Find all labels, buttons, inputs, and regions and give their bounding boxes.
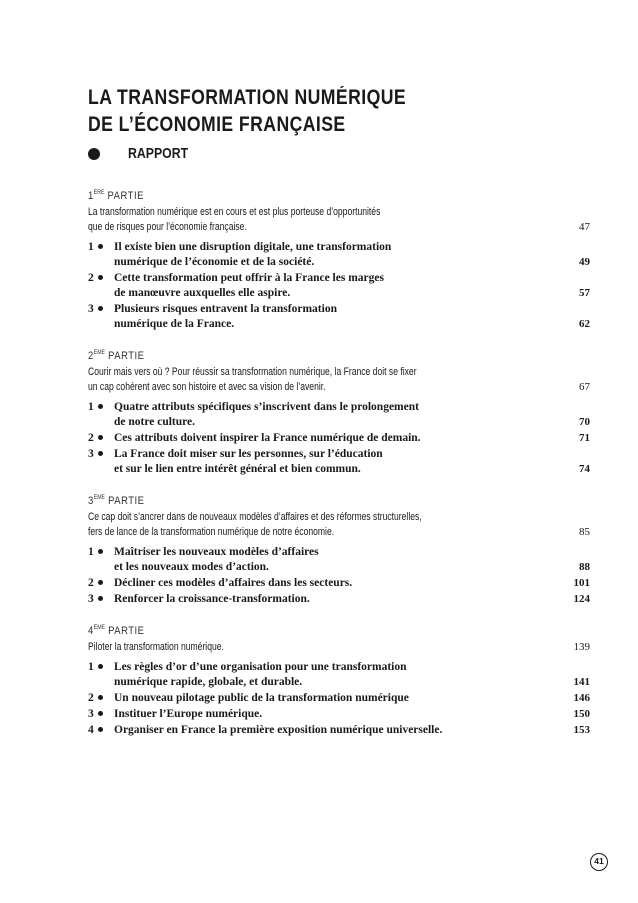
part-number: 4	[88, 625, 94, 637]
page-reference: 85	[579, 526, 590, 538]
chapter-number-text: 2	[88, 272, 94, 284]
part-intro-line	[88, 365, 508, 380]
part-ordinal-suffix: ÈME	[93, 625, 105, 631]
part-number: 2	[88, 350, 94, 362]
chapter-line	[114, 560, 590, 575]
chapter-title: Organiser en France la première exposition numérique universelle.	[114, 724, 443, 736]
subtitle: RAPPORT	[128, 145, 189, 162]
chapter-entry	[88, 691, 590, 706]
chapter-number	[88, 660, 103, 675]
chapter-number-text: 4	[88, 724, 94, 736]
part-word: PARTIE	[108, 625, 145, 637]
bullet-icon	[98, 244, 103, 249]
chapter-number-text: 2	[88, 692, 94, 704]
chapter-number	[88, 691, 103, 706]
chapter-line	[114, 707, 590, 722]
chapter-number	[88, 707, 103, 722]
chapter-number-text: 2	[88, 577, 94, 589]
chapter-number	[88, 400, 103, 415]
chapter-line	[114, 431, 590, 446]
chapter-title: Plusieurs risques entravent la transformation	[114, 303, 337, 315]
bullet-icon	[98, 549, 103, 554]
chapter-title: de notre culture.	[114, 416, 196, 428]
bullet-icon	[98, 695, 103, 700]
page-reference: 124	[573, 593, 590, 605]
chapter-number-text: 3	[88, 593, 94, 605]
chapter-entry	[88, 660, 590, 690]
page-reference: 101	[573, 577, 590, 589]
page-reference: 74	[579, 463, 590, 475]
title-line-2: DE L’ÉCONOMIE FRANÇAISE	[88, 113, 346, 136]
part-word: PARTIE	[107, 190, 144, 202]
bullet-icon	[98, 435, 103, 440]
chapter-line	[114, 415, 590, 430]
chapter-line	[114, 592, 590, 607]
part-intro-line	[88, 510, 508, 525]
bullet-icon	[98, 727, 103, 732]
chapter-number	[88, 576, 103, 591]
chapter-line	[114, 447, 508, 462]
chapter-number	[88, 240, 103, 255]
chapter-line	[114, 286, 590, 301]
title-line-1: LA TRANSFORMATION NUMÉRIQUE	[88, 86, 407, 109]
part-number: 3	[88, 495, 94, 507]
chapter-title: Maîtriser les nouveaux modèles d’affaires	[114, 546, 319, 558]
bullet-icon	[98, 664, 103, 669]
bullet-icon	[98, 580, 103, 585]
chapter-title: numérique rapide, globale, et durable.	[114, 676, 303, 688]
part-word: PARTIE	[108, 495, 145, 507]
part-intro-line	[88, 640, 590, 655]
part-label	[88, 621, 449, 638]
chapter-title: Instituer l’Europe numérique.	[114, 708, 263, 720]
page-reference: 150	[573, 708, 590, 720]
page-reference: 49	[579, 256, 590, 268]
chapter-list	[88, 240, 590, 332]
bullet-icon	[98, 596, 103, 601]
chapter-entry	[88, 447, 590, 477]
chapter-line	[114, 675, 590, 690]
chapter-line	[114, 576, 590, 591]
chapter-number-text: 3	[88, 708, 94, 720]
part-intro-line	[88, 525, 590, 540]
bullet-icon	[88, 148, 100, 160]
chapter-number	[88, 431, 103, 446]
page-reference: 141	[573, 676, 590, 688]
page-number-badge: 41	[590, 853, 608, 871]
part-word: PARTIE	[108, 350, 145, 362]
page-reference: 88	[579, 561, 590, 573]
page-reference: 71	[579, 432, 590, 444]
chapter-line	[114, 255, 590, 270]
chapter-list	[88, 400, 590, 477]
chapter-entry	[88, 545, 590, 575]
chapter-title: Les règles d’or d’une organisation pour une transformation	[114, 661, 407, 673]
bullet-icon	[98, 404, 103, 409]
chapter-number-text: 1	[88, 401, 94, 413]
chapter-title: de manœuvre auxquelles elle aspire.	[114, 287, 291, 299]
chapter-title: numérique de l’économie et de la société.	[114, 256, 315, 268]
chapter-entry	[88, 240, 590, 270]
part-intro-line	[88, 220, 590, 235]
part-label	[88, 346, 449, 363]
part-ordinal-suffix: ÈME	[93, 350, 105, 356]
chapter-title: Quatre attributs spécifiques s’inscrivent dans le prolongement	[114, 401, 419, 413]
page-reference: 146	[573, 692, 590, 704]
chapter-line	[114, 723, 590, 738]
page-reference: 139	[573, 641, 590, 653]
bullet-icon	[98, 451, 103, 456]
chapter-title: et les nouveaux modes d’action.	[114, 561, 269, 573]
part-ordinal-suffix: ÈME	[93, 495, 105, 501]
intro-text: un cap cohérent avec son histoire et avec sa vision de l’avenir.	[88, 381, 326, 393]
chapter-title: La France doit miser sur les personnes, sur l’éducation	[114, 448, 383, 460]
chapter-line	[114, 462, 590, 477]
chapter-line	[114, 660, 508, 675]
chapter-line	[114, 271, 508, 286]
chapter-number-text: 1	[88, 661, 94, 673]
chapter-number	[88, 271, 103, 286]
chapter-number-text: 1	[88, 546, 94, 558]
toc-part	[88, 186, 590, 332]
part-ordinal-suffix: ÈRE	[93, 190, 105, 196]
chapter-line	[114, 302, 508, 317]
chapter-line	[114, 317, 590, 332]
chapter-line	[114, 240, 508, 255]
intro-text: fers de lance de la transformation numérique de notre économie.	[88, 526, 335, 538]
part-label	[88, 491, 449, 508]
page-reference: 62	[579, 318, 590, 330]
chapter-number	[88, 545, 103, 560]
page-reference: 70	[579, 416, 590, 428]
part-number: 1	[88, 190, 94, 202]
part-intro-line	[88, 205, 508, 220]
intro-text: que de risques pour l’économie française.	[88, 221, 247, 233]
chapter-entry	[88, 400, 590, 430]
chapter-title: Il existe bien une disruption digitale, une transformation	[114, 241, 392, 253]
chapter-entry	[88, 592, 590, 607]
chapter-title: Décliner ces modèles d’affaires dans les secteurs.	[114, 577, 353, 589]
toc-part	[88, 491, 590, 607]
chapter-number	[88, 592, 103, 607]
chapter-title: Un nouveau pilotage public de la transformation numérique	[114, 692, 409, 704]
chapter-title: Ces attributs doivent inspirer la France numérique de demain.	[114, 432, 421, 444]
page-reference: 153	[573, 724, 590, 736]
intro-text: Courir mais vers où ? Pour réussir sa transformation numérique, la France doit se fixer	[88, 366, 417, 378]
bullet-icon	[98, 275, 103, 280]
chapter-entry	[88, 431, 590, 446]
part-label	[88, 186, 449, 203]
chapter-title: numérique de la France.	[114, 318, 235, 330]
chapter-line	[114, 691, 590, 706]
toc-part	[88, 346, 590, 477]
chapter-number	[88, 302, 103, 317]
page-reference: 67	[579, 381, 590, 393]
bullet-icon	[98, 711, 103, 716]
intro-text: Ce cap doit s’ancrer dans de nouveaux modèles d’affaires et des réformes structurelles,	[88, 511, 422, 523]
chapter-line	[114, 400, 508, 415]
part-intro-line	[88, 380, 590, 395]
chapter-title: et sur le lien entre intérêt général et bien commun.	[114, 463, 361, 475]
chapter-entry	[88, 302, 590, 332]
bullet-icon	[98, 306, 103, 311]
chapter-line	[114, 545, 508, 560]
chapter-entry	[88, 707, 590, 722]
chapter-number-text: 3	[88, 448, 94, 460]
chapter-number-text: 3	[88, 303, 94, 315]
chapter-number-text: 2	[88, 432, 94, 444]
document-title	[88, 84, 406, 138]
intro-text: La transformation numérique est en cours et est plus porteuse d’opportunités	[88, 206, 381, 218]
table-of-contents	[88, 186, 590, 752]
page-reference: 47	[579, 221, 590, 233]
toc-part	[88, 621, 590, 738]
chapter-title: Renforcer la croissance-transformation.	[114, 593, 310, 605]
chapter-number	[88, 447, 103, 462]
chapter-number-text: 1	[88, 241, 94, 253]
chapter-title: Cette transformation peut offrir à la France les marges	[114, 272, 384, 284]
chapter-entry	[88, 271, 590, 301]
chapter-list	[88, 660, 590, 738]
chapter-entry	[88, 723, 590, 738]
chapter-list	[88, 545, 590, 607]
chapter-entry	[88, 576, 590, 591]
intro-text: Piloter la transformation numérique.	[88, 641, 224, 653]
chapter-number	[88, 723, 103, 738]
page-reference: 57	[579, 287, 590, 299]
